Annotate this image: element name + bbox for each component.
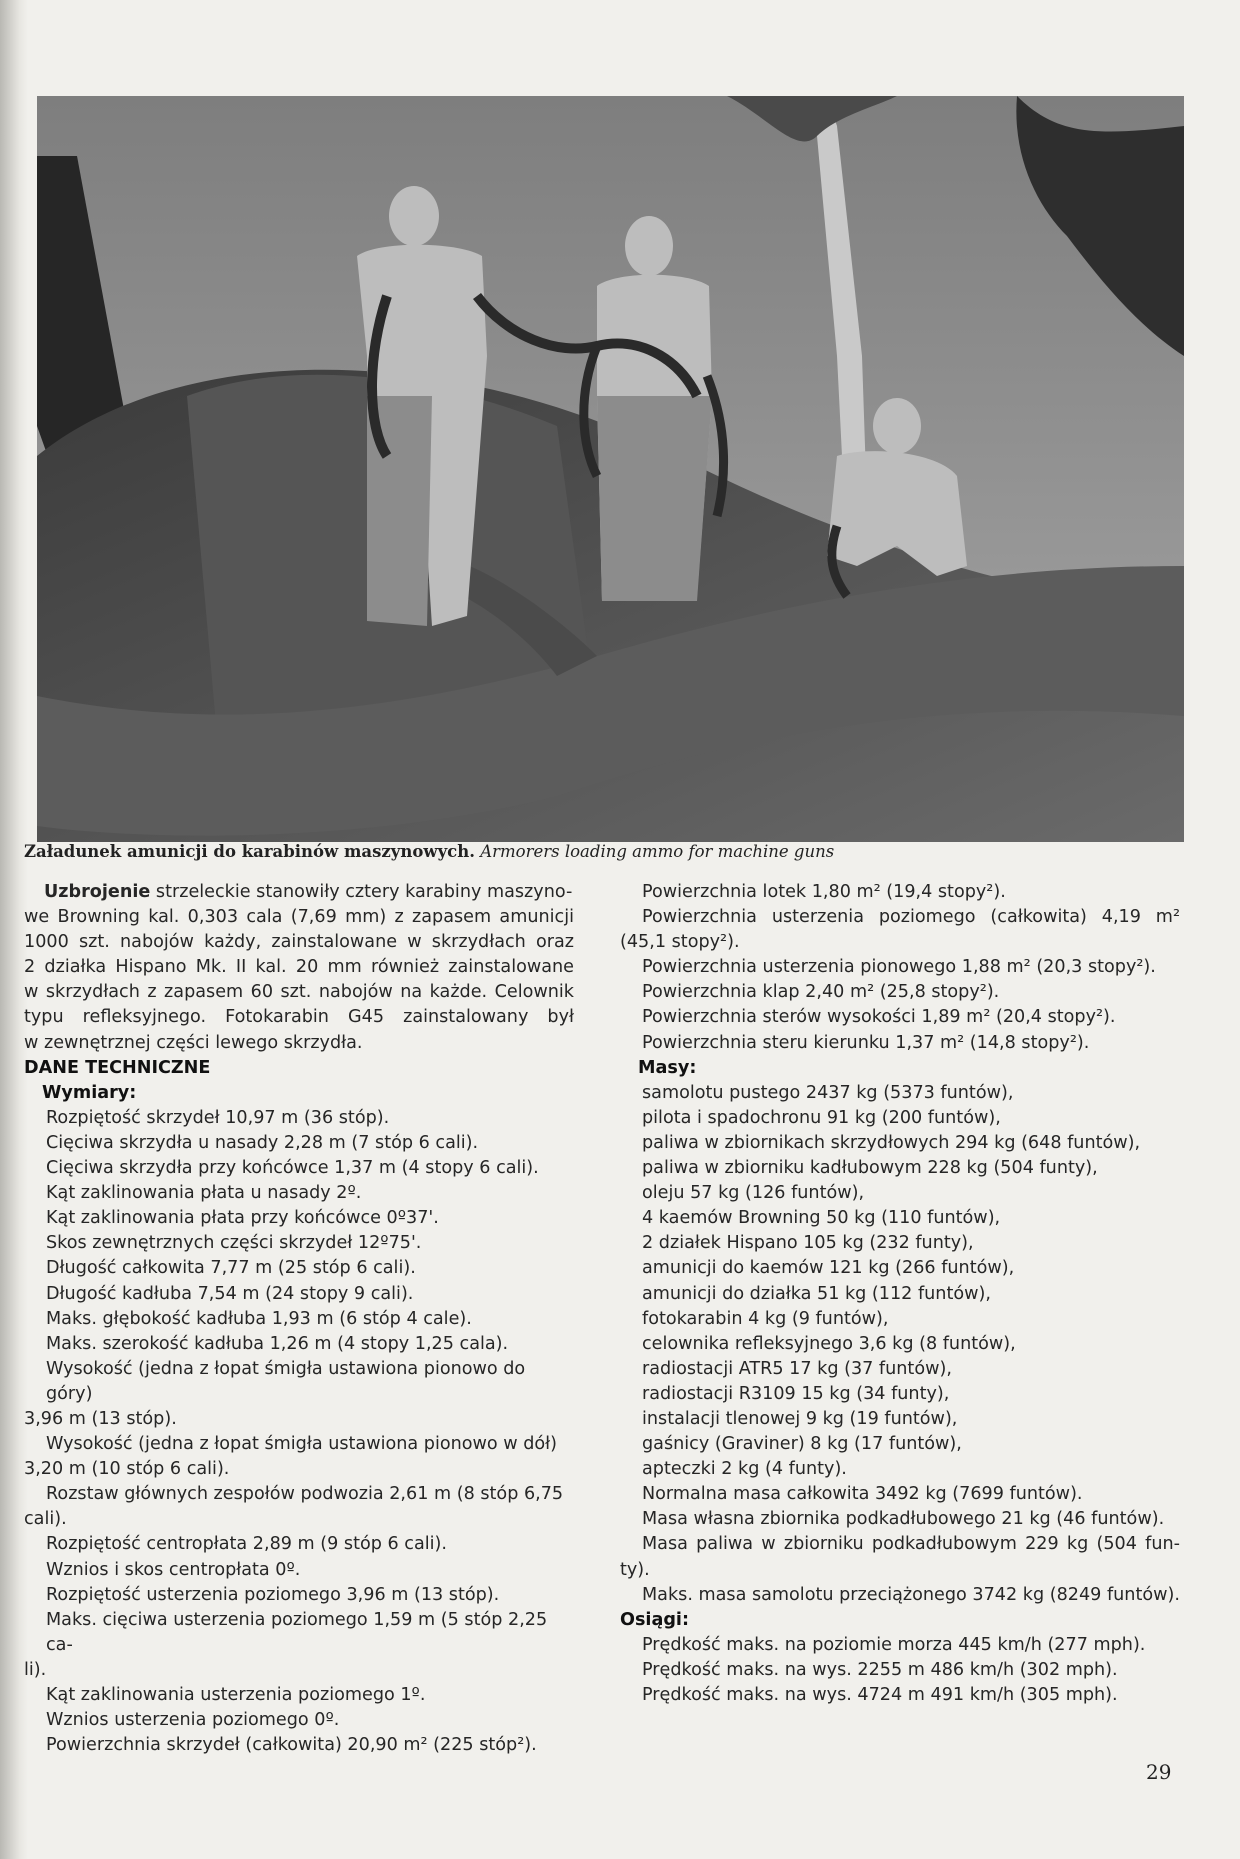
photo-caption [24, 842, 1174, 861]
mass-line: amunicji do działka 51 kg (112 funtów), [642, 1283, 991, 1304]
area-line: Powierzchnia usterzenia poziomego (całkowita) 4,19 m² [642, 907, 1180, 928]
archival-photo [37, 96, 1184, 842]
armament-line-6: w zewnętrznej części lewego skrzydła. [24, 1032, 363, 1053]
armament-line-2: 1000 szt. nabojów każdy, zainstalowane w skrzydłach oraz [24, 932, 574, 953]
armament-line-4: w skrzydłach z zapasem 60 szt. nabojów na każde. Celownik [24, 982, 574, 1003]
mass-total-line: Masa paliwa w zbiorniku podkadłubowym 229 kg (504 fun- [642, 1534, 1180, 1555]
area-line: Powierzchnia steru kierunku 1,37 m² (14,8 stopy²). [642, 1032, 1090, 1053]
dimension-line: Długość całkowita 7,77 m (25 stóp 6 cali). [46, 1258, 416, 1279]
dimension-line: Maks. głębokość kadłuba 1,93 m (6 stóp 4 cale). [46, 1308, 472, 1329]
area-line: Powierzchnia sterów wysokości 1,89 m² (20,4 stopy²). [642, 1007, 1116, 1028]
area-line: Powierzchnia usterzenia pionowego 1,88 m² (20,3 stopy²). [642, 957, 1156, 978]
mass-line: 4 kaemów Browning 50 kg (110 funtów), [642, 1208, 1001, 1229]
dimension-line: Powierzchnia skrzydeł (całkowita) 20,90 m² (225 stóp²). [46, 1735, 537, 1756]
right-column [620, 880, 1180, 1708]
performance-line: Prędkość maks. na poziomie morza 445 km/h (277 mph). [642, 1634, 1146, 1655]
area-line: (45,1 stopy²). [620, 932, 740, 953]
mass-line: paliwa w zbiorniku kadłubowym 228 kg (504 funty), [642, 1158, 1098, 1179]
dimension-line: Długość kadłuba 7,54 m (24 stopy 9 cali). [46, 1283, 414, 1304]
mass-line: gaśnicy (Graviner) 8 kg (17 funtów), [642, 1434, 962, 1455]
caption-english: Armorers loading ammo for machine guns [480, 842, 835, 861]
dimension-line: Wysokość (jedna z łopat śmigła ustawiona pionowo w dół) [46, 1434, 558, 1455]
armament-line-1: we Browning kal. 0,303 cala (7,69 mm) z zapasem amunicji [24, 907, 574, 928]
armament-line-5: typu refleksyjnego. Fotokarabin G45 zainstalowany był [24, 1007, 574, 1028]
dimension-line: Wznios i skos centropłata 0º. [46, 1559, 301, 1580]
photo-icon [37, 96, 1184, 842]
dimension-line: Wznios usterzenia poziomego 0º. [46, 1710, 340, 1731]
dimension-line: li). [24, 1659, 47, 1680]
mass-line: amunicji do kaemów 121 kg (266 funtów), [642, 1258, 1015, 1279]
mass-line: instalacji tlenowej 9 kg (19 funtów), [642, 1408, 958, 1429]
performance-heading: Osiągi: [620, 1609, 689, 1630]
tech-heading: DANE TECHNICZNE [24, 1057, 211, 1078]
mass-line: pilota i spadochronu 91 kg (200 funtów), [642, 1107, 1001, 1128]
dimension-line: Skos zewnętrznych części skrzydeł 12º75'. [46, 1233, 422, 1254]
dimension-line: Kąt zaklinowania usterzenia poziomego 1º. [46, 1685, 426, 1705]
dimension-line: Maks. szerokość kadłuba 1,26 m (4 stopy 1,25 cala). [46, 1333, 509, 1354]
mass-total-line: Masa własna zbiornika podkadłubowego 21 kg (46 funtów). [642, 1509, 1165, 1530]
mass-line: fotokarabin 4 kg (9 funtów), [642, 1308, 889, 1329]
mass-total-line: ty). [620, 1559, 650, 1580]
dimension-line: Cięciwa skrzydła przy końcówce 1,37 m (4 stopy 6 cali). [46, 1158, 539, 1179]
dimension-line: 3,96 m (13 stóp). [24, 1408, 177, 1429]
dimension-line: cali). [24, 1509, 67, 1530]
performance-line: Prędkość maks. na wys. 2255 m 486 km/h (302 mph). [642, 1659, 1118, 1680]
armament-line-3: 2 działka Hispano Mk. II kal. 20 mm również zainstalowane [24, 957, 574, 978]
dimension-line: Rozpiętość skrzydeł 10,97 m (36 stóp). [46, 1107, 390, 1128]
area-line: Powierzchnia klap 2,40 m² (25,8 stopy²). [642, 982, 1000, 1003]
dimensions-heading: Wymiary: [42, 1082, 137, 1103]
dimension-line: Maks. cięciwa usterzenia poziomego 1,59 m (5 stóp 2,25 ca- [46, 1609, 548, 1655]
dimension-line: Wysokość (jedna z łopat śmigła ustawiona pionowo do góry) [46, 1358, 526, 1404]
mass-total-line: Maks. masa samolotu przeciążonego 3742 kg (8249 funtów). [642, 1584, 1180, 1605]
mass-line: radiostacji ATR5 17 kg (37 funtów), [642, 1358, 952, 1379]
area-line: Powierzchnia lotek 1,80 m² (19,4 stopy²). [642, 882, 1006, 902]
armament-line-0: Uzbrojenie strzeleckie stanowiły cztery karabiny maszyno- [44, 882, 573, 902]
mass-line: celownika refleksyjnego 3,6 kg (8 funtów), [642, 1333, 1016, 1354]
dimension-line: Rozpiętość usterzenia poziomego 3,96 m (13 stóp). [46, 1584, 500, 1605]
mass-line: 2 działek Hispano 105 kg (232 funty), [642, 1233, 974, 1254]
armament-lead: Uzbrojenie [44, 882, 151, 902]
page-number: 29 [1146, 1760, 1172, 1784]
mass-line: apteczki 2 kg (4 funty). [642, 1459, 847, 1480]
mass-line: oleju 57 kg (126 funtów), [642, 1183, 865, 1204]
dimension-line: Rozpiętość centropłata 2,89 m (9 stóp 6 cali). [46, 1534, 447, 1555]
dimension-line: Rozstaw głównych zespołów podwozia 2,61 m (8 stóp 6,75 [46, 1484, 564, 1505]
dimension-line: Kąt zaklinowania płata u nasady 2º. [46, 1183, 362, 1204]
dimension-line: 3,20 m (10 stóp 6 cali). [24, 1459, 230, 1480]
mass-line: radiostacji R3109 15 kg (34 funty), [642, 1383, 950, 1404]
masses-heading: Masy: [638, 1057, 697, 1078]
performance-line: Prędkość maks. na wys. 4724 m 491 km/h (305 mph). [642, 1685, 1118, 1705]
mass-line: samolotu pustego 2437 kg (5373 funtów), [642, 1082, 1014, 1103]
mass-total-line: Normalna masa całkowita 3492 kg (7699 funtów). [642, 1484, 1083, 1505]
dimension-line: Cięciwa skrzydła u nasady 2,28 m (7 stóp 6 cali). [46, 1132, 479, 1153]
mass-line: paliwa w zbiornikach skrzydłowych 294 kg (648 funtów), [642, 1132, 1141, 1153]
left-column [24, 880, 574, 1758]
caption-polish: Załadunek amunicji do karabinów maszynowych. [24, 842, 475, 861]
dimension-line: Kąt zaklinowania płata przy końcówce 0º37'. [46, 1208, 439, 1229]
